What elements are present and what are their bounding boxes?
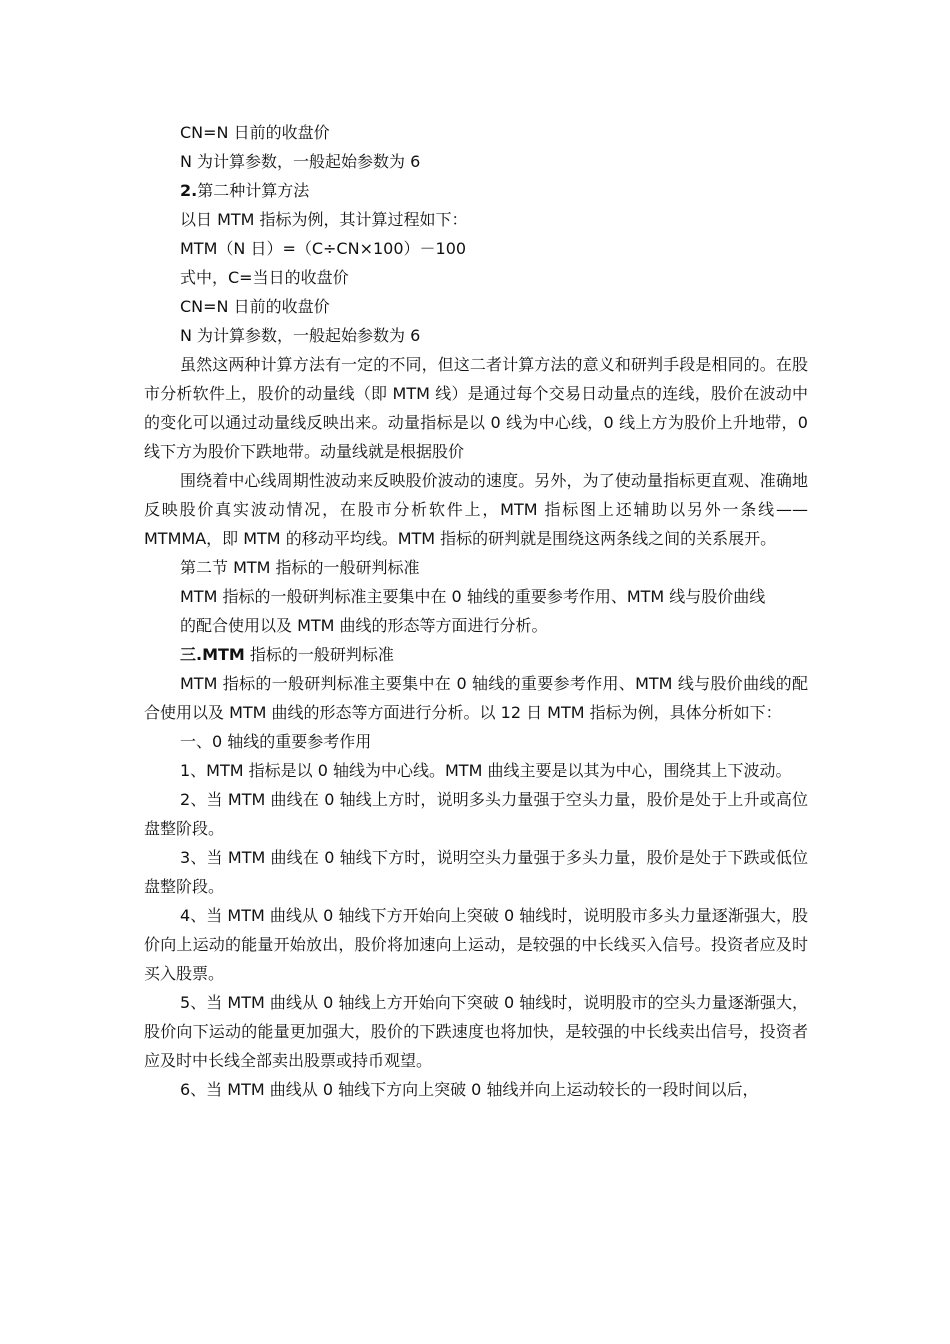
subsection-title: 指标的一般研判标准 — [244, 645, 394, 664]
list-item: 6、当 MTM 曲线从 0 轴线下方向上突破 0 轴线并向上运动较长的一段时间以后， — [180, 1080, 759, 1099]
list-item: 4、当 MTM 曲线从 0 轴线下方开始向上突破 0 轴线时，说明股市多头力量逐渐强大，股价向上运动的能量开始放出，股价将加速向上运动，是较强的中长线买入信号。投资者应及时买入股票。 — [144, 906, 808, 983]
subsection-prefix: 三.MTM — [180, 645, 245, 664]
list-item: 1、MTM 指标是以 0 轴线为中心线。MTM 曲线主要是以其为中心，围绕其上下波动。 — [180, 761, 792, 780]
method-title: 第二种计算方法 — [197, 181, 310, 200]
text-line: 式中，C=当日的收盘价 — [180, 268, 349, 287]
section-heading: 第二节 MTM 指标的一般研判标准 — [180, 558, 420, 577]
paragraph: 围绕着中心线周期性波动来反映股价波动的速度。另外，为了使动量指标更直观、准确地反映股价真实波动情况，在股市分析软件上，MTM 指标图上还辅助以另外一条线——MTMMA，即 MTM 的移动平均线。MTM 指标的研判就是围绕这两条线之间的关系展开。 — [144, 471, 808, 548]
subsection-heading — [144, 640, 808, 669]
text-line: CN=N 日前的收盘价 — [180, 123, 330, 142]
text-line: N 为计算参数，一般起始参数为 6 — [180, 152, 421, 171]
list-item: 3、当 MTM 曲线在 0 轴线下方时，说明空头力量强于多头力量，股价是处于下跌或低位盘整阶段。 — [144, 848, 808, 896]
document-body — [144, 118, 808, 1104]
list-item: 2、当 MTM 曲线在 0 轴线上方时，说明多头力量强于空头力量，股价是处于上升或高位盘整阶段。 — [144, 790, 808, 838]
subsection-heading: 一、0 轴线的重要参考作用 — [180, 732, 372, 751]
text-line: CN=N 日前的收盘价 — [180, 297, 330, 316]
formula-line: MTM（N 日）=（C÷CN×100）－100 — [180, 239, 467, 258]
paragraph: 虽然这两种计算方法有一定的不同，但这二者计算方法的意义和研判手段是相同的。在股市分析软件上，股价的动量线（即 MTM 线）是通过每个交易日动量点的连线，股价在波动中的变化可以通过动量线反映出来。动量指标是以 0 线为中心线，0 线上方为股价上升地带，0 线下方为股价下跌地带。动量线就是根据股价 — [144, 355, 808, 461]
paragraph: 的配合使用以及 MTM 曲线的形态等方面进行分析。 — [180, 616, 548, 635]
method-number: 2. — [180, 181, 198, 200]
paragraph: MTM 指标的一般研判标准主要集中在 0 轴线的重要参考作用、MTM 线与股价曲线的配合使用以及 MTM 曲线的形态等方面进行分析。以 12 日 MTM 指标为例，具体分析如下： — [144, 674, 808, 722]
list-item: 5、当 MTM 曲线从 0 轴线上方开始向下突破 0 轴线时，说明股市的空头力量逐渐强大，股价向下运动的能量更加强大，股价的下跌速度也将加快，是较强的中长线卖出信号，投资者应及时中长线全部卖出股票或持币观望。 — [144, 993, 808, 1070]
paragraph: MTM 指标的一般研判标准主要集中在 0 轴线的重要参考作用、MTM 线与股价曲线 — [180, 587, 766, 606]
text-line: N 为计算参数，一般起始参数为 6 — [180, 326, 421, 345]
method-heading — [144, 176, 808, 205]
text-line: 以日 MTM 指标为例，其计算过程如下： — [180, 210, 468, 229]
